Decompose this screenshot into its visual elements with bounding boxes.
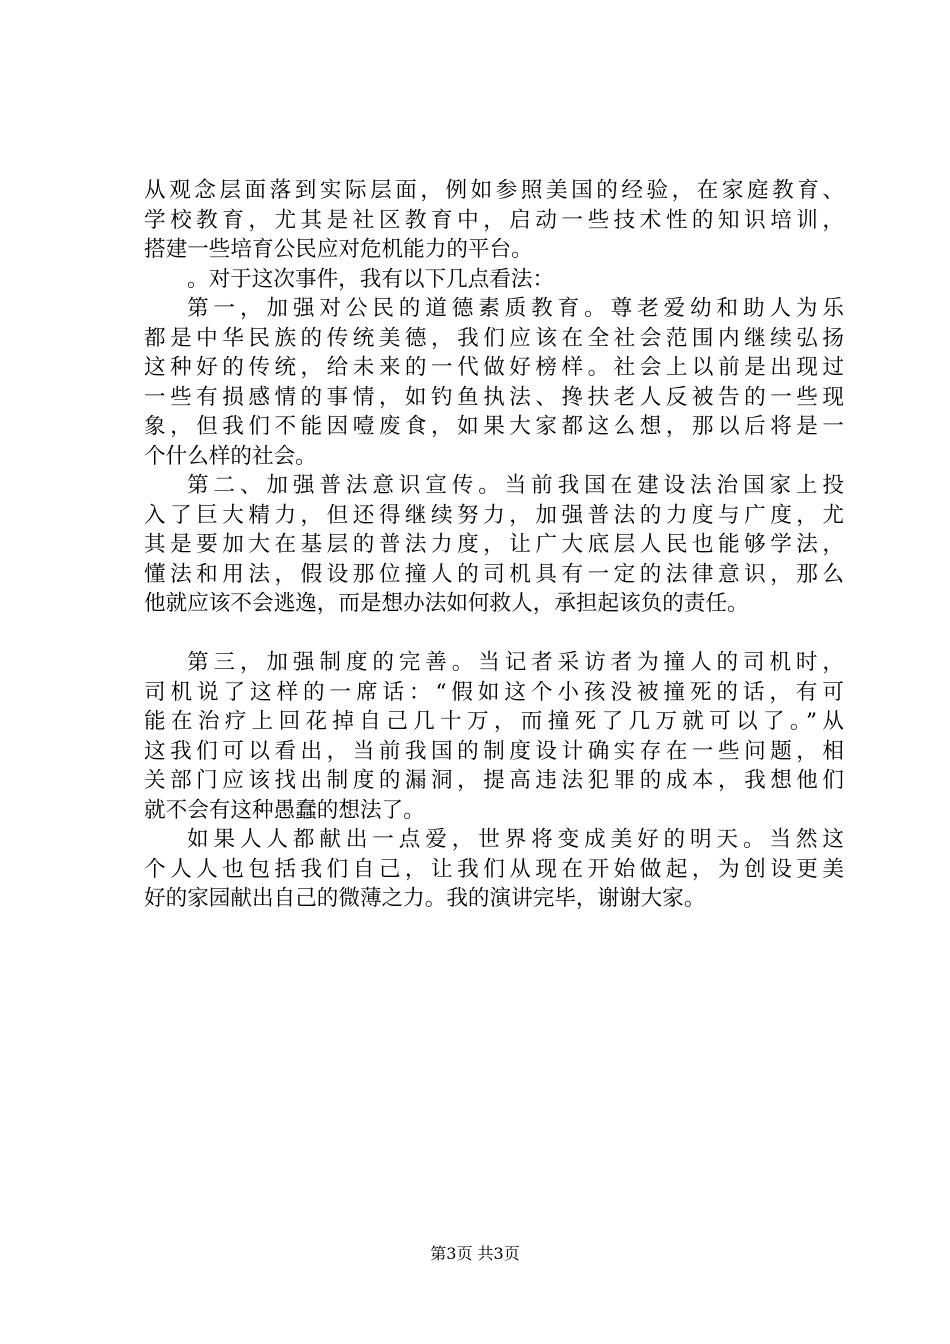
text-line: 第三，加强制度的完善。当记者采访者为撞人的司机时， (187, 650, 844, 675)
text-line: 就不会有这种愚蠢的想法了。 (144, 797, 425, 823)
blank-line (144, 619, 844, 649)
text-line: 入了巨大精力，但还得继续努力，加强普法的力度与广度，尤 (144, 502, 844, 528)
text-line: 这种好的传统，给未来的一代做好榜样。社会上以前是出现过 (144, 355, 844, 380)
text-line: 司机说了这样的一席话：“假如这个小孩没被撞死的话，有可 (144, 679, 844, 705)
text-line: 都是中华民族的传统美德，我们应该在全社会范围内继续弘扬 (144, 325, 844, 351)
text-line: 关部门应该找出制度的漏洞，提高违法犯罪的成本，我想他们 (144, 768, 844, 793)
text-line: 个什么样的社会。 (144, 443, 317, 469)
text-line: 。对于这次事件，我有以下几点看法： (187, 266, 555, 292)
text-line: 能在治疗上回花掉自己几十万，而撞死了几万就可以了。”从 (144, 709, 844, 734)
text-line: 学校教育，尤其是社区教育中，启动一些技术性的知识培训， (144, 207, 844, 233)
text-line: 搭建一些培育公民应对危机能力的平台。 (144, 237, 533, 262)
text-line: 这我们可以看出，当前我国的制度设计确实存在一些问题，相 (144, 738, 844, 764)
text-line: 其是要加大在基层的普法力度，让广大底层人民也能够学法， (144, 532, 844, 557)
text-line: 好的家园献出自己的微薄之力。我的演讲完毕，谢谢大家。 (144, 886, 706, 911)
text-line: 他就应该不会逃逸，而是想办法如何救人，承担起该负的责任。 (144, 591, 749, 616)
page-footer: 第3页 共3页 (430, 1244, 520, 1263)
text-line: 一些有损感情的事情，如钓鱼执法、搀扶老人反被告的一些现 (144, 384, 844, 410)
text-line: 从观念层面落到实际层面，例如参照美国的经验，在家庭教育、 (144, 178, 844, 203)
text-line: 象，但我们不能因噎废食，如果大家都这么想，那以后将是一 (144, 414, 844, 439)
text-line: 第二、加强普法意识宣传。当前我国在建设法治国家上投 (187, 473, 844, 498)
text-line: 个人人也包括我们自己，让我们从现在开始做起，为创设更美 (144, 856, 844, 882)
text-line: 第一，加强对公民的道德素质教育。尊老爱幼和助人为乐 (187, 296, 844, 321)
text-line: 懂法和用法，假设那位撞人的司机具有一定的法律意识，那么 (144, 561, 844, 587)
document-body (144, 176, 844, 914)
text-line: 如果人人都献出一点爱，世界将变成美好的明天。当然这 (187, 827, 844, 852)
